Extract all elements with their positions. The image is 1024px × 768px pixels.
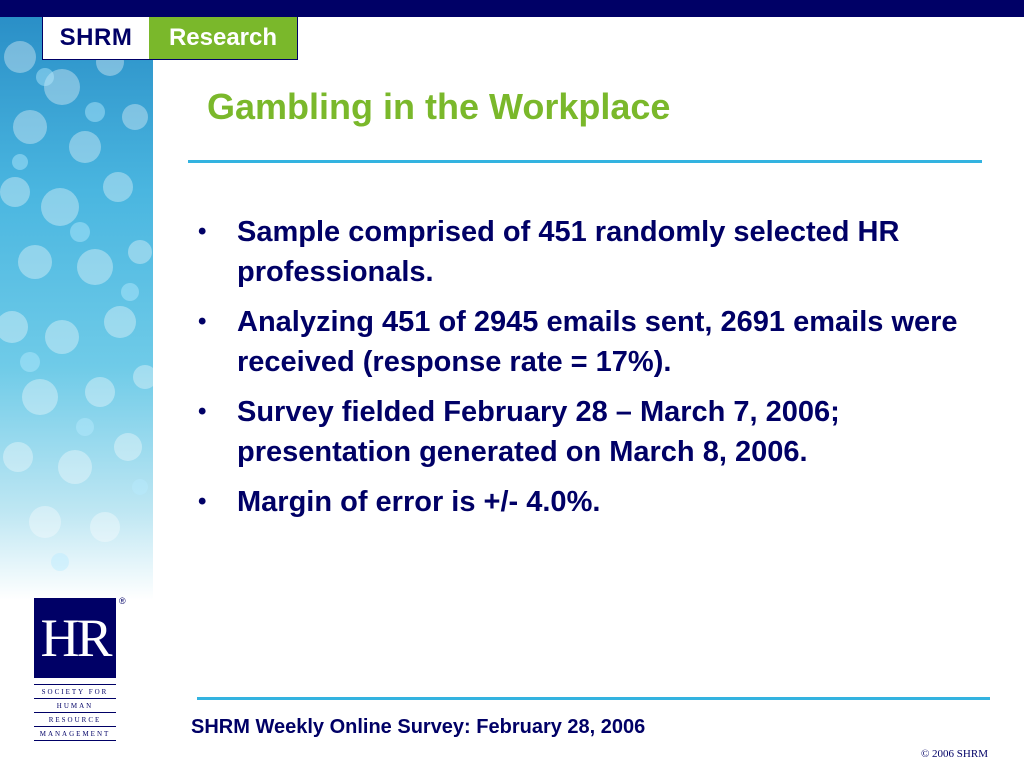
registered-mark: ®: [119, 596, 126, 606]
bullet-icon: •: [198, 488, 207, 515]
bullet-icon: •: [198, 308, 207, 335]
bullet-text: Analyzing 451 of 2945 emails sent, 2691 emails were received (response rate = 17%).: [237, 306, 958, 378]
bullet-icon: •: [198, 398, 207, 425]
bullet-list: [196, 212, 976, 532]
bullet-icon: •: [198, 218, 207, 245]
hr-word-human: HUMAN: [34, 698, 116, 712]
hr-word-management: MANAGEMENT: [34, 726, 116, 741]
bullet-item: [196, 302, 976, 382]
logo-shrm-text: SHRM: [43, 17, 149, 59]
bullet-text: Margin of error is +/- 4.0%.: [237, 486, 601, 518]
footer-survey-label: SHRM Weekly Online Survey: February 28, 2006: [191, 716, 646, 738]
hr-society-words: [34, 684, 116, 741]
hr-society-logo: [34, 598, 124, 741]
bokeh-pattern: [0, 17, 153, 600]
slide-title: Gambling in the Workplace: [207, 86, 671, 127]
top-bar: [0, 0, 1024, 17]
copyright-notice: © 2006 SHRM: [920, 748, 988, 760]
bullet-item: [196, 212, 976, 292]
bullet-item: [196, 482, 976, 522]
hr-word-society: SOCIETY FOR: [34, 684, 116, 698]
hr-word-resource: RESOURCE: [34, 712, 116, 726]
bullet-item: [196, 392, 976, 472]
hr-letters: HR: [34, 598, 116, 678]
decorative-bokeh-panel: [0, 17, 153, 600]
shrm-research-logo: [42, 17, 298, 60]
title-divider: [188, 160, 982, 163]
bullet-text: Sample comprised of 451 randomly selected HR professionals.: [237, 216, 900, 288]
logo-research-text: Research: [149, 17, 297, 59]
footer-divider: [197, 697, 990, 700]
bullet-text: Survey fielded February 28 – March 7, 2006; presentation generated on March 8, 2006.: [237, 396, 840, 468]
